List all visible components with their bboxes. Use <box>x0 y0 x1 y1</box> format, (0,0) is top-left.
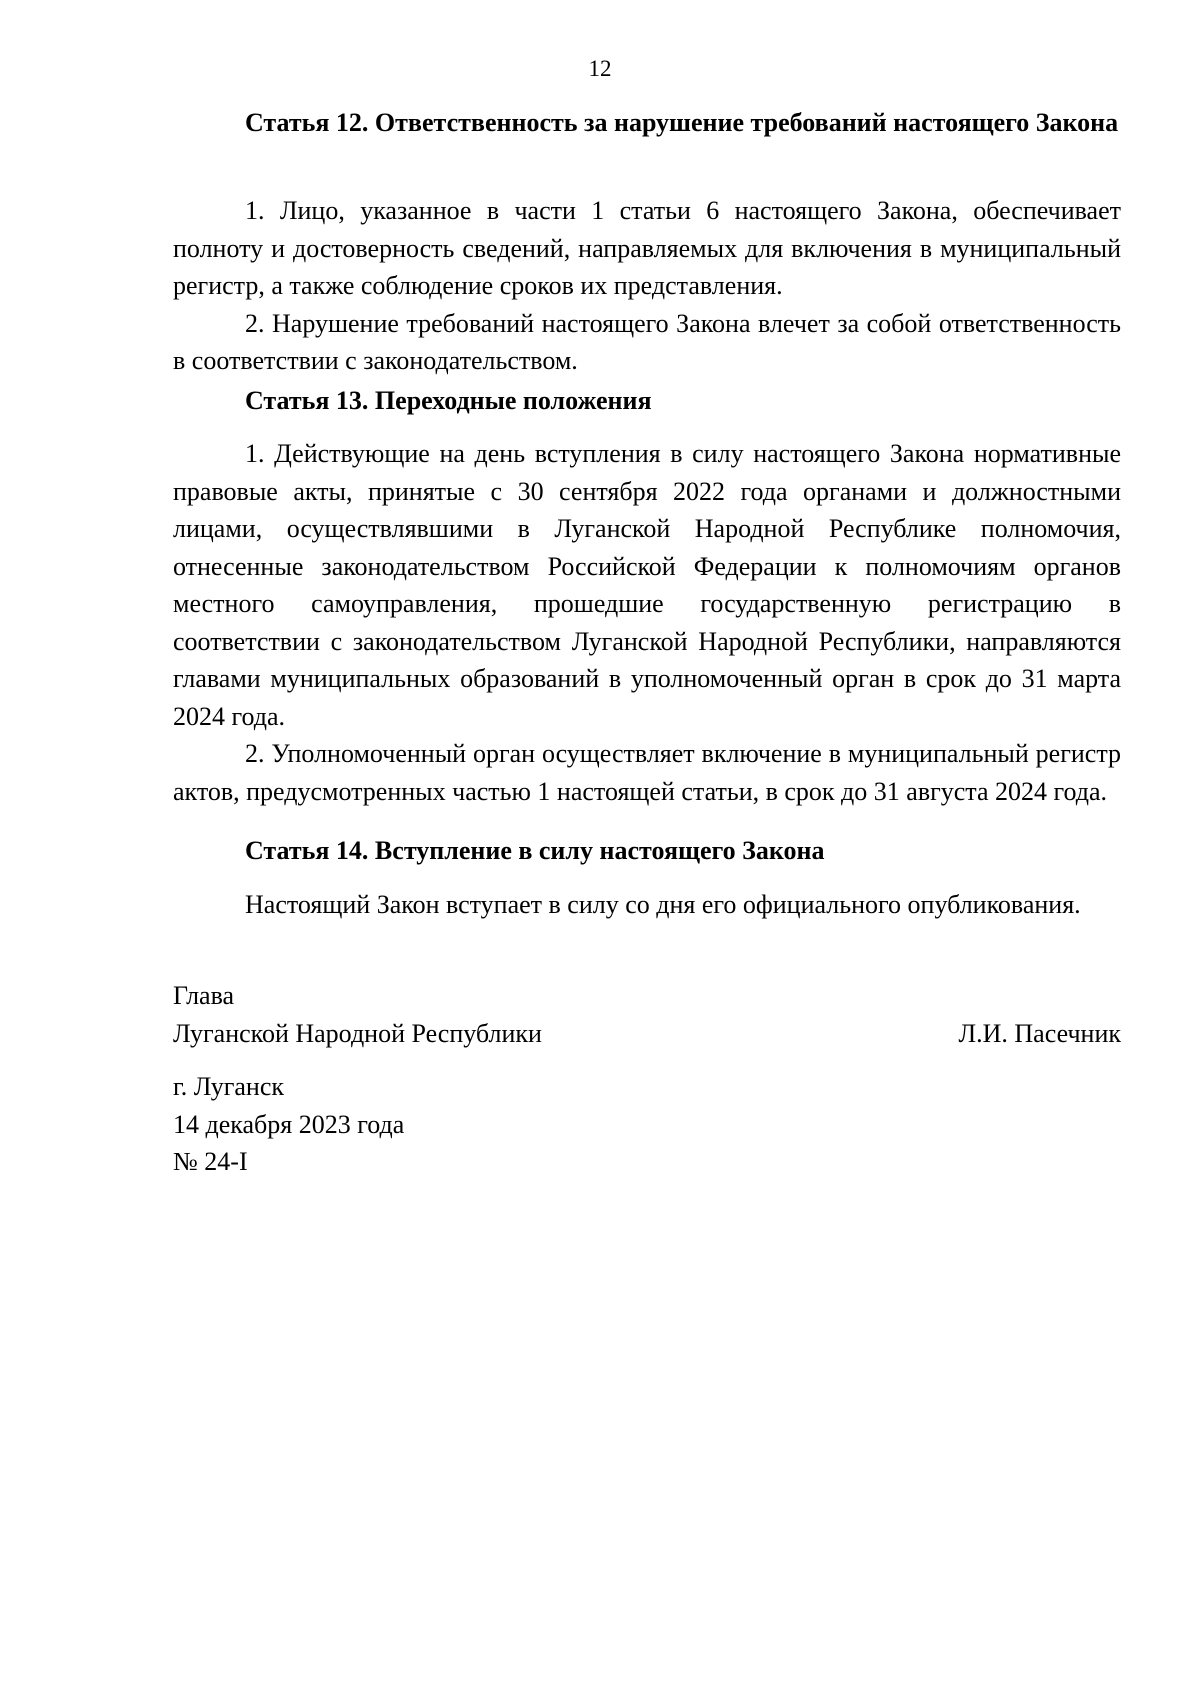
signature-block <box>173 977 1121 1052</box>
page-number: 12 <box>588 56 612 81</box>
article-14-title: Статья 14. Вступление в силу настоящего Закона <box>245 836 825 865</box>
article-13-title: Статья 13. Переходные положения <box>245 386 652 415</box>
article-12-paragraph-1: 1. Лицо, указанное в части 1 статьи 6 настоящего Закона, обеспечивает полноту и достоверность сведений, направляемых для включения в муниципальный регистр, а также соблюдение сроков их представления. <box>173 196 1121 300</box>
article-14-body <box>173 886 1121 924</box>
article-13-paragraph-1: 1. Действующие на день вступления в силу настоящего Закона нормативные правовые акты, принятые с 30 сентября 2022 года органами и должностными лицами, осуществлявшими в Луганской Народной Республике полномочия, отнесенные законодательством Российской Федерации к полномочиям органов местного самоуправления, прошедшие государственную регистрацию в соответствии с законодательством Луганской Народной Республики, направляются главами муниципальных образований в уполномоченный орган в срок до 31 марта 2024 года. <box>173 439 1121 731</box>
city: г. Луганск <box>173 1072 285 1101</box>
article-12-paragraph-2: 2. Нарушение требований настоящего Закона влечет за собой ответственность в соответствии с законодательством. <box>173 308 1121 375</box>
article-13-paragraph-2: 2. Уполномоченный орган осуществляет включение в муниципальный регистр актов, предусмотренных частью 1 настоящей статьи, в срок до 31 августа 2024 года. <box>173 739 1121 806</box>
article-12 <box>173 104 1121 142</box>
article-12-title: Статья 12. Ответственность за нарушение требований настоящего Закона <box>245 108 1119 137</box>
document-footer <box>173 1068 1121 1181</box>
signatory-name: Л.И. Пасечник <box>958 1018 1121 1048</box>
article-12-body <box>173 192 1121 380</box>
article-14 <box>173 832 1121 870</box>
signatory-position-line-2: Луганской Народной Республики <box>173 1018 542 1048</box>
law-number: № 24-I <box>173 1147 248 1176</box>
signature-row <box>173 1015 1121 1053</box>
article-14-paragraph-1: Настоящий Закон вступает в силу со дня его официального опубликования. <box>245 890 1081 919</box>
article-13 <box>173 382 1121 420</box>
date: 14 декабря 2023 года <box>173 1109 405 1139</box>
article-13-body <box>173 435 1121 810</box>
signatory-position-line-1: Глава <box>173 981 235 1010</box>
